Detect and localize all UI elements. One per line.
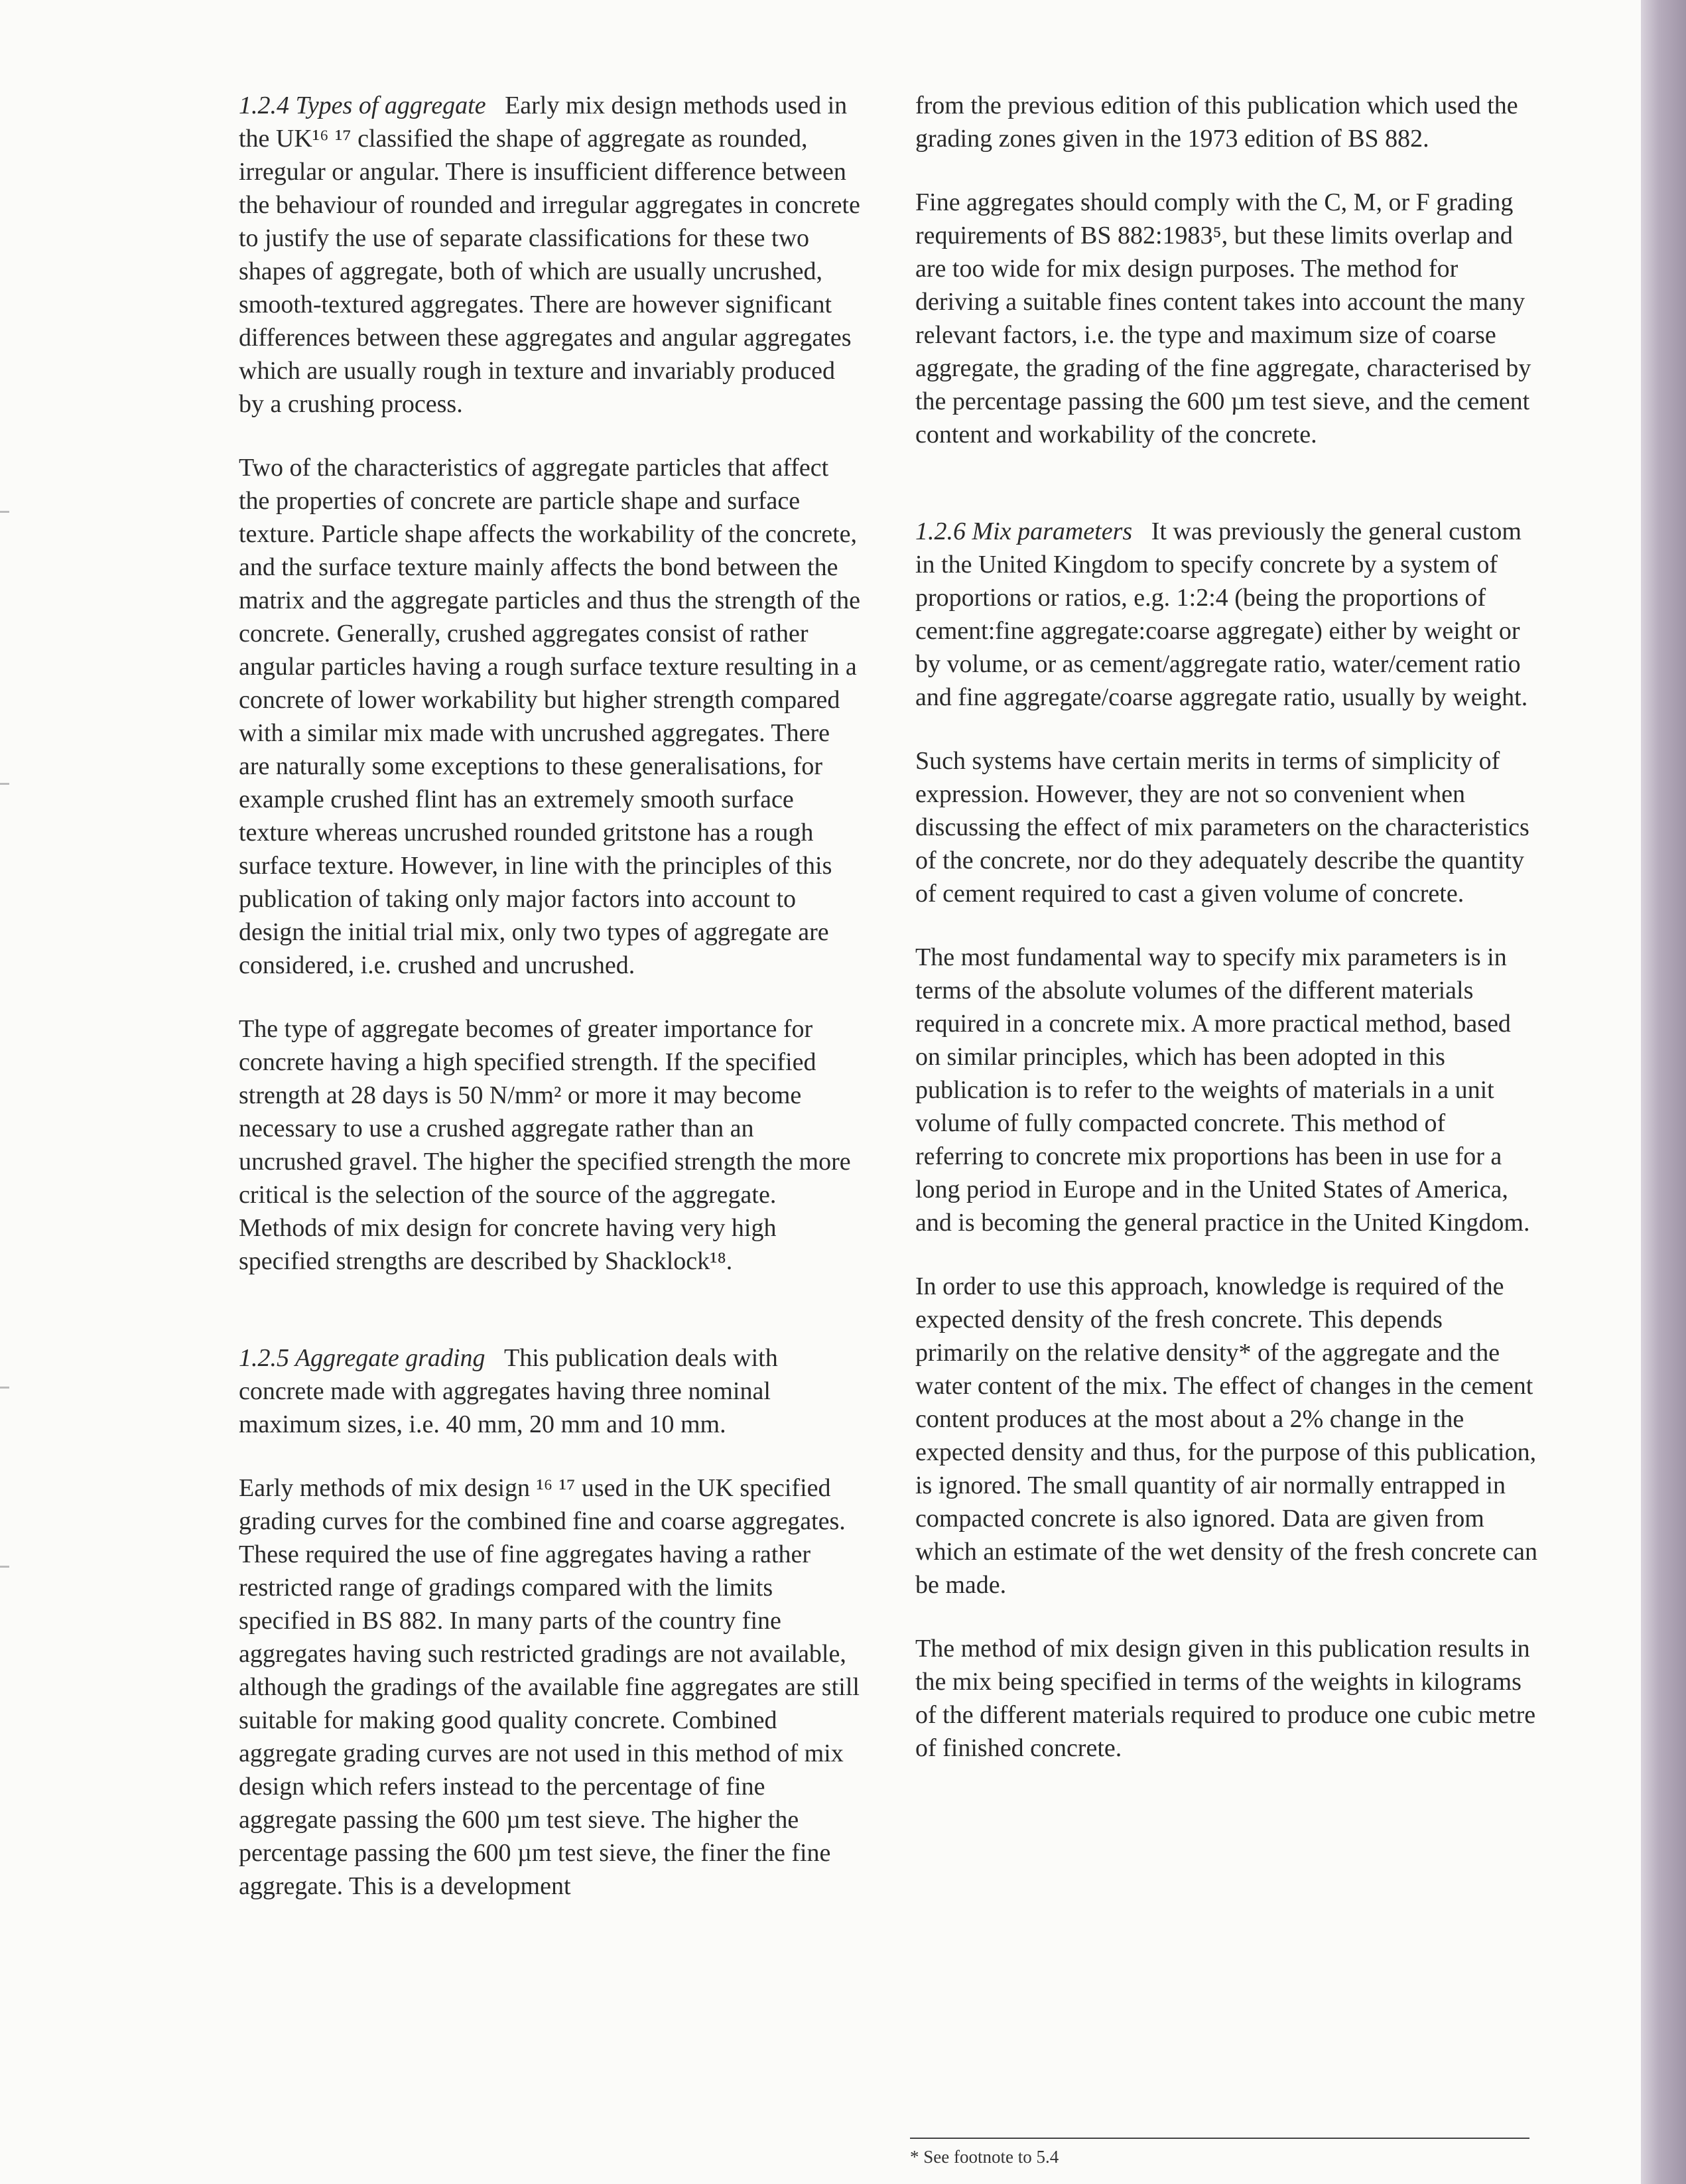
section-1-2-6-text-1: It was previously the general custom in the United Kingdom to specify concrete by a system of proportions or ratios, e.g. 1:2:4 (being the proportions of cement:fine aggregate:coarse aggregate) either by weight or by volume, or as cement/aggregate ratio, water/cement ratio and fine aggregate/coarse aggregate ratio, usually by weight. [915, 517, 1528, 711]
section-1-2-6-paragraph-5: The method of mix design given in this publication results in the mix being specified in terms of the weights in kilograms of the different materials required to produce one cubic metre of finished concrete. [915, 1635, 1536, 1762]
margin-mark [0, 1566, 9, 1568]
right-paragraph-2: Fine aggregates should comply with the C, M, or F grading requirements of BS 882:1983⁵, but these limits overlap and are too wide for mix design purposes. The method for deriving a suitable fines content takes into account the many relevant factors, i.e. the type and maximum size of coarse aggregate, the grading of the fine aggregate, characterised by the percentage passing the 600 µm test sieve, and the cement content and workability of the concrete. [915, 188, 1531, 448]
right-column [915, 89, 1539, 1795]
footnote: * See footnote to 5.4 [910, 2147, 1059, 2167]
section-1-2-6-heading: 1.2.6 Mix parameters [915, 517, 1133, 545]
section-1-2-6-paragraph-1 [915, 515, 1539, 714]
section-1-2-6-paragraph-4: In order to use this approach, knowledge is required of the expected density of the fresh concrete. This depends primarily on the relative density* of the aggregate and the water content of the mix. The effect of changes in the cement content produces at the most about a 2% change in the expected density and thus, for the purpose of this publication, is ignored. The small quantity of air normally entrapped in compacted concrete is also ignored. Data are given from which an estimate of the wet density of the fresh concrete can be made. [915, 1272, 1538, 1599]
section-1-2-6-paragraph-3: The most fundamental way to specify mix parameters is in terms of the absolute volumes of the different materials required in a concrete mix. A more practical method, based on similar principles, which has been adopted in this publication is to refer to the weights of materials in a unit volume of fully compacted concrete. This method of referring to concrete mix proportions has been in use for a long period in Europe and in the United States of America, and is becoming the general practice in the United Kingdom. [915, 943, 1530, 1237]
section-1-2-4-text-1: Early mix design methods used in the UK¹⁶ ¹⁷ classified the shape of aggregate as rounded, irregular or angular. There is insufficient difference between the behaviour of rounded and irregular aggregates in concrete to justify the use of separate classifications for these two shapes of aggregate, both of which are usually uncrushed, smooth-textured aggregates. There are however significant differences between these aggregates and angular aggregates which are usually rough in texture and invariably produced by a crushing process. [239, 92, 860, 418]
section-1-2-5-paragraph-2: Early methods of mix design ¹⁶ ¹⁷ used in the UK specified grading curves for the combined fine and coarse aggregates. These required the use of fine aggregates having a rather restricted range of gradings compared with the limits specified in BS 882. In many parts of the country fine aggregates having such restricted gradings are not available, although the gradings of the available fine aggregates are still suitable for making good quality concrete. Combined aggregate grading curves are not used in this method of mix design which refers instead to the percentage of fine aggregate passing the 600 µm test sieve. The higher the percentage passing the 600 µm test sieve, the finer the fine aggregate. This is a development [239, 1474, 860, 1900]
section-1-2-4-paragraph-1 [239, 89, 862, 421]
right-paragraph-1: from the previous edition of this publication which used the grading zones given in the 1973 edition of BS 882. [915, 92, 1518, 153]
margin-mark [0, 1387, 9, 1389]
section-1-2-6-paragraph-2: Such systems have certain merits in terms of simplicity of expression. However, they are not so convenient when discussing the effect of mix parameters on the characteristics of the concrete, nor do they adequately describe the quantity of cement required to cast a given volume of concrete. [915, 747, 1529, 908]
section-1-2-4-paragraph-2: Two of the characteristics of aggregate particles that affect the properties of concrete are particle shape and surface texture. Particle shape affects the workability of the concrete, and the surface texture mainly affects the bond between the matrix and the aggregate particles and thus the strength of the concrete. Generally, crushed aggregates consist of rather angular particles having a rough surface texture resulting in a concrete of lower workability but higher strength compared with a similar mix made with uncrushed aggregates. There are naturally some exceptions to these generalisations, for example crushed flint has an extremely smooth surface texture whereas uncrushed rounded gritstone has a rough surface texture. However, in line with the principles of this publication of taking only major factors into account to design the initial trial mix, only two types of aggregate are considered, i.e. crushed and uncrushed. [239, 454, 861, 979]
margin-mark [0, 783, 9, 785]
section-1-2-5-heading: 1.2.5 Aggregate grading [239, 1344, 486, 1372]
section-1-2-4-paragraph-3: The type of aggregate becomes of greater importance for concrete having a high specified strength. If the specified strength at 28 days is 50 N/mm² or more it may become necessary to use a crushed aggregate rather than an uncrushed gravel. The higher the specified strength the more critical is the selection of the source of the aggregate. Methods of mix design for concrete having very high specified strengths are described by Shacklock¹⁸. [239, 1015, 851, 1275]
page-edge-shadow [1641, 0, 1686, 2184]
section-1-2-5-text-1: This publication deals with concrete made with aggregates having three nominal maximum sizes, i.e. 40 mm, 20 mm and 10 mm. [239, 1344, 778, 1438]
left-column [239, 89, 862, 1933]
margin-mark [0, 511, 9, 513]
section-1-2-5-paragraph-1 [239, 1341, 862, 1441]
footnote-rule [910, 2138, 1529, 2139]
section-1-2-4-heading: 1.2.4 Types of aggregate [239, 92, 486, 119]
